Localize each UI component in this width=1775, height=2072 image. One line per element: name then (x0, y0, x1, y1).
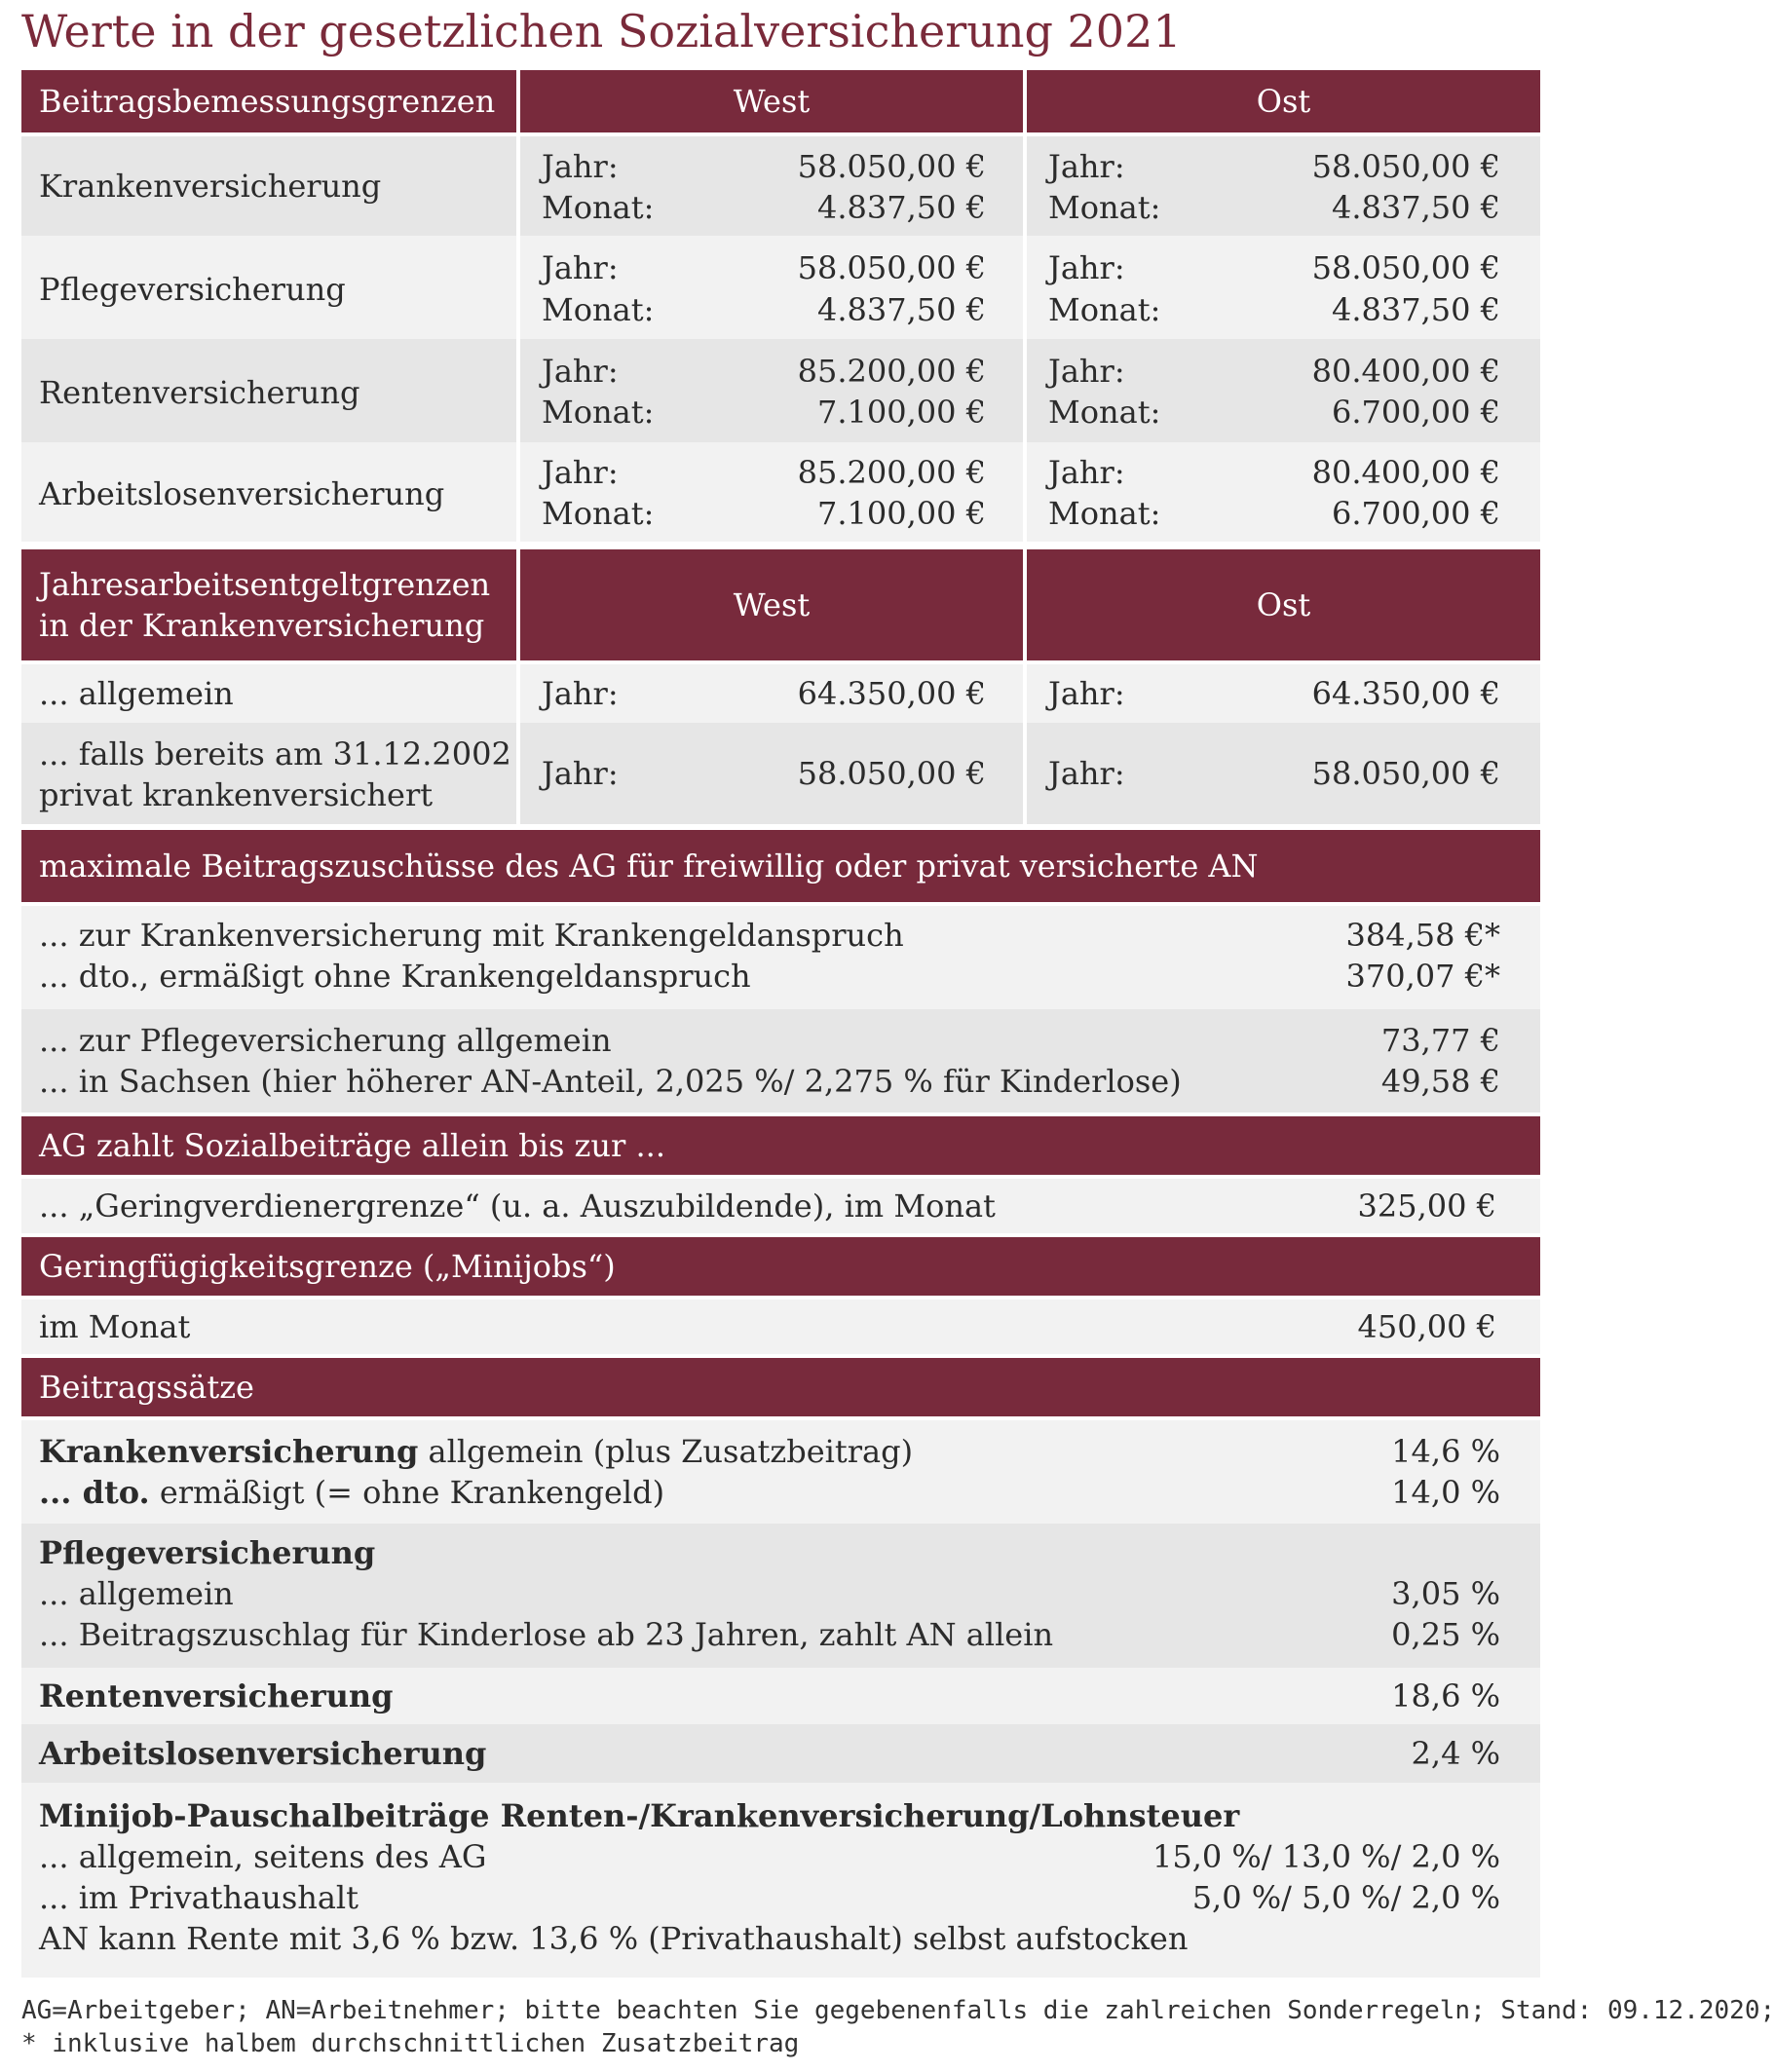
saetze-pv-zuschlag-value: 0,25 % (1391, 1616, 1500, 1653)
ag-allein-header: AG zahlt Sozialbeiträge allein bis zur ... (21, 1116, 1540, 1175)
zuschuss-header: maximale Beitragszuschüsse des AG für freiwillig oder privat versicherte AN (21, 830, 1540, 902)
zuschuss-value: 384,58 €* (1345, 917, 1500, 954)
zuschuss-value: 49,58 € (1380, 1063, 1500, 1100)
jaeg-row1-label: ... allgemein (39, 675, 234, 712)
saetze-kv-rest: allgemein (plus Zusatzbeitrag) (418, 1433, 914, 1470)
minijobs-header: Geringfügigkeitsgrenze („Minijobs“) (21, 1237, 1540, 1296)
bbg-ost-header: Ost (1027, 70, 1540, 132)
saetze-mj-ag-label: ... allgemein, seitens des AG (39, 1838, 487, 1875)
monat-label: Monat: (1048, 394, 1161, 431)
bbg-row-label: Rentenversicherung (39, 374, 360, 411)
saetze-rv-label: Rentenversicherung (39, 1677, 394, 1714)
west-monat-value: 4.837,50 € (816, 189, 986, 226)
zuschuss-value: 370,07 €* (1345, 958, 1500, 995)
zuschuss-value: 73,77 € (1380, 1022, 1500, 1059)
minijobs-value: 450,00 € (1357, 1308, 1496, 1345)
ag-allein-label: ... „Geringverdienergrenze“ (u. a. Auszubildende), im Monat (39, 1187, 996, 1224)
ost-monat-value: 4.837,50 € (1331, 189, 1500, 226)
jahr-label: Jahr: (1048, 148, 1125, 185)
jahr-label: Jahr: (1048, 755, 1125, 792)
jaeg-ost-header: Ost (1027, 549, 1540, 660)
saetze-mj-title: Minijob-Pauschalbeiträge Renten-/Krankenversicherung/Lohnsteuer (39, 1797, 1240, 1834)
jaeg-row2-label-line1: ... falls bereits am 31.12.2002 (39, 735, 511, 772)
saetze-dto-bold: ... dto. (39, 1474, 150, 1511)
saetze-mj-ph-label: ... im Privathaushalt (39, 1879, 359, 1916)
jahr-label: Jahr: (1048, 454, 1125, 491)
jahr-label: Jahr: (542, 148, 619, 185)
west-jahr-value: 85.200,00 € (797, 454, 986, 491)
jahr-label: Jahr: (1048, 249, 1125, 286)
saetze-pv-zuschlag-label: ... Beitragszuschlag für Kinderlose ab 23 Jahren, zahlt AN allein (39, 1616, 1054, 1653)
saetze-dto-label (39, 1472, 664, 1513)
zuschuss-label: ... dto., ermäßigt ohne Krankengeldanspruch (39, 958, 751, 995)
jaeg-row2-ost: 58.050,00 € (1311, 755, 1500, 792)
jaeg-header (21, 549, 516, 660)
saetze-rv-value: 18,6 % (1391, 1677, 1500, 1714)
ag-allein-value: 325,00 € (1357, 1187, 1496, 1224)
west-monat-value: 7.100,00 € (816, 495, 986, 532)
jahr-label: Jahr: (542, 755, 619, 792)
saetze-pv-allg-label: ... allgemein (39, 1575, 234, 1612)
jaeg-header-line1: Jahresarbeitsentgeltgrenzen (39, 566, 491, 603)
jahr-label: Jahr: (542, 675, 619, 712)
ost-jahr-value: 80.400,00 € (1311, 454, 1500, 491)
footnote-line1: AG=Arbeitgeber; AN=Arbeitnehmer; bitte beachten Sie gegebenenfalls die zahlreichen Sonderregeln; Stand: 09.12.2020; (21, 1996, 1775, 2025)
monat-label: Monat: (1048, 291, 1161, 328)
saetze-dto-value: 14,0 % (1391, 1474, 1500, 1511)
minijobs-label: im Monat (39, 1308, 191, 1345)
west-jahr-value: 58.050,00 € (797, 148, 986, 185)
ost-jahr-value: 58.050,00 € (1311, 148, 1500, 185)
ost-jahr-value: 58.050,00 € (1311, 249, 1500, 286)
ost-monat-value: 6.700,00 € (1331, 495, 1500, 532)
page-title: Werte in der gesetzlichen Sozialversicherung 2021 (21, 5, 1182, 57)
monat-label: Monat: (542, 495, 655, 532)
west-monat-value: 7.100,00 € (816, 394, 986, 431)
jaeg-row2-label-line2: privat krankenversichert (39, 776, 434, 813)
bbg-row-label: Krankenversicherung (39, 168, 382, 205)
bbg-west-header: West (520, 70, 1023, 132)
ost-jahr-value: 80.400,00 € (1311, 353, 1500, 390)
ost-monat-value: 6.700,00 € (1331, 394, 1500, 431)
saetze-mj-ph-value: 5,0 %/ 5,0 %/ 2,0 % (1191, 1879, 1500, 1916)
bbg-row-label: Arbeitslosenversicherung (39, 475, 445, 512)
jahr-label: Jahr: (542, 249, 619, 286)
monat-label: Monat: (542, 394, 655, 431)
jaeg-row1-ost: 64.350,00 € (1311, 675, 1500, 712)
zuschuss-label: ... in Sachsen (hier höherer AN-Anteil, 2,025 %/ 2,275 % für Kinderlose) (39, 1063, 1182, 1100)
saetze-av-value: 2,4 % (1411, 1735, 1500, 1772)
monat-label: Monat: (1048, 495, 1161, 532)
ost-monat-value: 4.837,50 € (1331, 291, 1500, 328)
saetze-pv-title: Pflegeversicherung (39, 1534, 376, 1571)
bbg-header: Beitragsbemessungsgrenzen (21, 70, 516, 132)
saetze-kv-bold: Krankenversicherung (39, 1433, 419, 1470)
jaeg-row1-west: 64.350,00 € (797, 675, 986, 712)
monat-label: Monat: (542, 189, 655, 226)
bbg-row-label: Pflegeversicherung (39, 271, 346, 308)
west-jahr-value: 85.200,00 € (797, 353, 986, 390)
jahr-label: Jahr: (542, 353, 619, 390)
saetze-pv-allg-value: 3,05 % (1391, 1575, 1500, 1612)
saetze-av-label: Arbeitslosenversicherung (39, 1735, 487, 1772)
monat-label: Monat: (1048, 189, 1161, 226)
saetze-mj-ag-value: 15,0 %/ 13,0 %/ 2,0 % (1152, 1838, 1500, 1875)
jaeg-west-header: West (520, 549, 1023, 660)
saetze-header: Beitragssätze (21, 1358, 1540, 1416)
jaeg-row2-west: 58.050,00 € (797, 755, 986, 792)
jahr-label: Jahr: (1048, 675, 1125, 712)
jaeg-header-line2: in der Krankenversicherung (39, 607, 485, 644)
west-monat-value: 4.837,50 € (816, 291, 986, 328)
west-jahr-value: 58.050,00 € (797, 249, 986, 286)
zuschuss-label: ... zur Pflegeversicherung allgemein (39, 1022, 612, 1059)
monat-label: Monat: (542, 291, 655, 328)
saetze-kv-label (39, 1431, 913, 1472)
saetze-dto-rest: ermäßigt (= ohne Krankengeld) (149, 1474, 665, 1511)
footnote-line2: * inklusive halbem durchschnittlichen Zusatzbeitrag (21, 2029, 800, 2058)
saetze-kv-value: 14,6 % (1391, 1433, 1500, 1470)
saetze-mj-note: AN kann Rente mit 3,6 % bzw. 13,6 % (Privathaushalt) selbst aufstocken (39, 1920, 1189, 1957)
jahr-label: Jahr: (1048, 353, 1125, 390)
jahr-label: Jahr: (542, 454, 619, 491)
zuschuss-label: ... zur Krankenversicherung mit Krankengeldanspruch (39, 917, 904, 954)
